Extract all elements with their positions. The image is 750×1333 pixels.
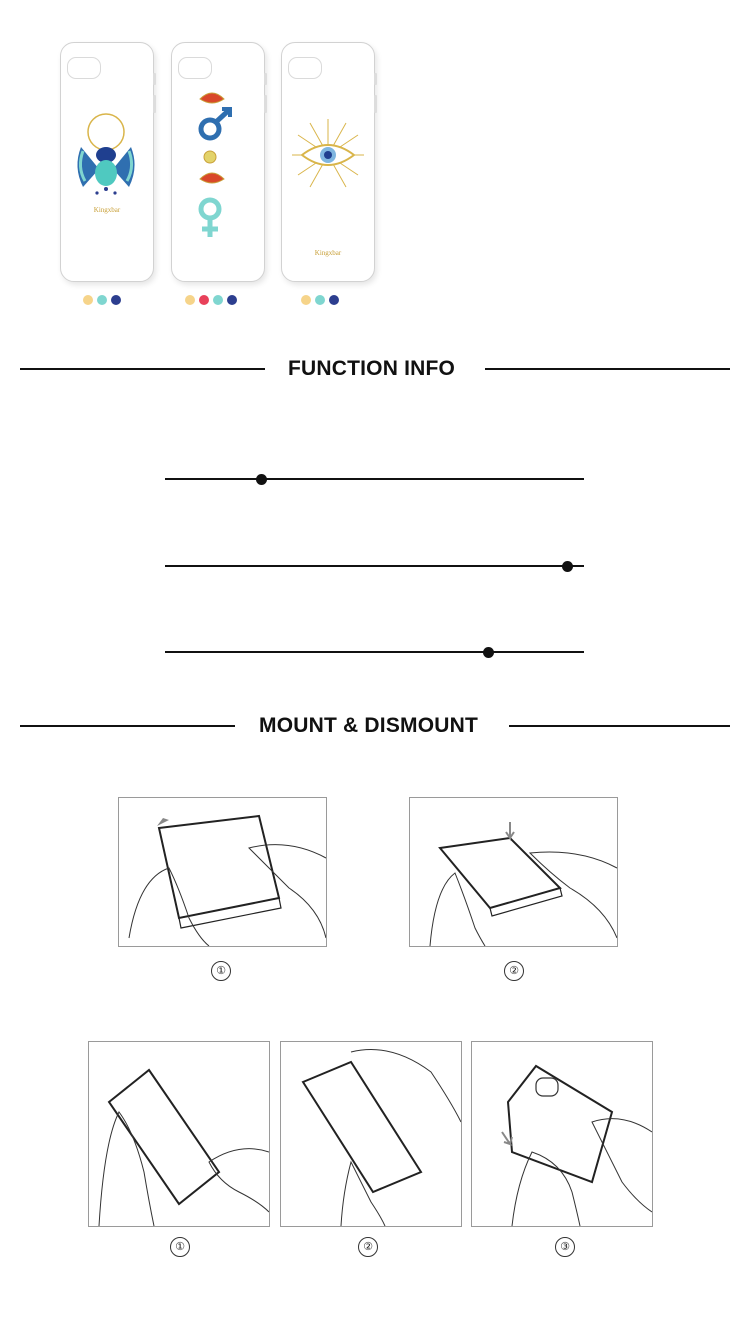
feature-slider[interactable] [165, 565, 584, 567]
color-swatch[interactable] [199, 295, 209, 305]
phone-case-eye [281, 42, 375, 282]
color-swatch[interactable] [301, 295, 311, 305]
color-swatch[interactable] [185, 295, 195, 305]
function-info-title: FUNCTION INFO [288, 357, 456, 380]
phone-case-symbols [171, 42, 265, 282]
hands-phone-illustration [281, 1042, 461, 1226]
mount-step-illustration [409, 797, 618, 947]
step-number: ① [170, 1237, 190, 1257]
scarab-artwork [71, 107, 141, 217]
camera-cutout [178, 57, 212, 79]
evil-eye-artwork [288, 115, 368, 195]
section-divider-left [20, 368, 265, 370]
color-options-eye [301, 295, 339, 305]
camera-cutout [288, 57, 322, 79]
section-divider-right [509, 725, 730, 727]
color-swatch[interactable] [329, 295, 339, 305]
feature-slider[interactable] [165, 478, 584, 480]
section-divider-left [20, 725, 235, 727]
mount-step-illustration [118, 797, 327, 947]
hands-phone-illustration [410, 798, 617, 946]
phone-case-scarab [60, 42, 154, 282]
side-button [264, 95, 267, 113]
color-swatch[interactable] [227, 295, 237, 305]
slider-knob[interactable] [483, 647, 494, 658]
symbols-artwork [188, 87, 248, 247]
color-swatch[interactable] [83, 295, 93, 305]
hands-phone-illustration [89, 1042, 269, 1226]
slider-knob[interactable] [256, 474, 267, 485]
side-button [374, 95, 377, 113]
color-swatch[interactable] [97, 295, 107, 305]
camera-cutout [67, 57, 101, 79]
color-swatch[interactable] [315, 295, 325, 305]
step-number: ① [211, 961, 231, 981]
color-swatch[interactable] [111, 295, 121, 305]
step-number: ② [358, 1237, 378, 1257]
section-divider-right [485, 368, 730, 370]
dismount-step-illustration [88, 1041, 270, 1227]
mount-title: MOUNT & DISMOUNT [259, 714, 479, 737]
dismount-step-illustration [471, 1041, 653, 1227]
side-button [153, 73, 156, 85]
slider-knob[interactable] [562, 561, 573, 572]
side-button [153, 95, 156, 113]
feature-slider[interactable] [165, 651, 584, 653]
color-options-scarab [83, 295, 121, 305]
dismount-step-illustration [280, 1041, 462, 1227]
side-button [374, 73, 377, 85]
brand-logo: Kingxbar [93, 206, 121, 214]
step-number: ③ [555, 1237, 575, 1257]
brand-logo: Kingxbar [314, 249, 342, 257]
color-swatch[interactable] [213, 295, 223, 305]
hands-phone-illustration [119, 798, 326, 946]
color-options-symbols [185, 295, 237, 305]
step-number: ② [504, 961, 524, 981]
hands-phone-illustration [472, 1042, 652, 1226]
side-button [264, 73, 267, 85]
